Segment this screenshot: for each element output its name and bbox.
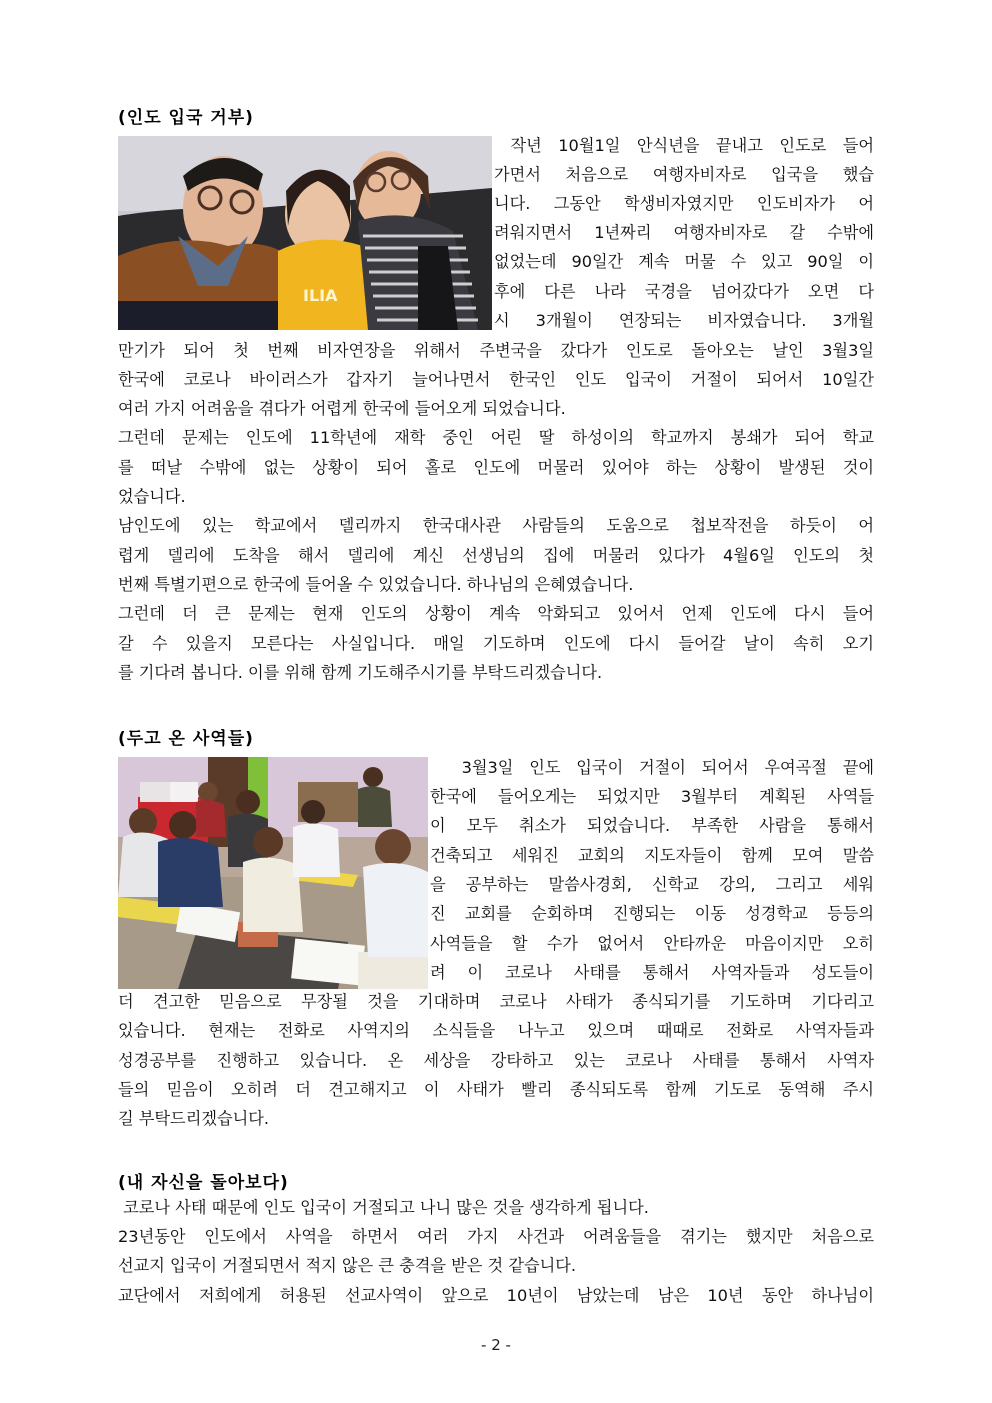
- text-line: 길 부탁드리겠습니다.: [118, 1109, 270, 1128]
- text-line: 더 견고한 믿음으로 무장될 것을 기대하며 코로나 사태가 종식되기를 기도하며 기다리고: [118, 992, 874, 1011]
- bible-study-photo-image: [118, 757, 428, 989]
- section-heading-ministries-left-behind: (두고 온 사역들): [118, 729, 254, 749]
- text-line: 들의 믿음이 오히려 더 견고해지고 이 사태가 빨리 종식되도록 함께 기도로 동역해 주시: [118, 1080, 874, 1099]
- text-line: 려워지면서 1년짜리 여행자비자로 갈 수밖에: [494, 223, 874, 242]
- text-line: 있습니다. 현재는 전화로 사역지의 소식들을 나누고 있으며 때때로 전화로 사역자들과: [118, 1021, 874, 1040]
- text-line: 선교지 입국이 거절되면서 적지 않은 큰 충격을 받은 것 같습니다.: [118, 1256, 577, 1275]
- family-photo-image: [118, 136, 492, 330]
- text-line: 를 떠날 수밖에 없는 상황이 되어 홀로 인도에 머물러 있어야 하는 상황이 발생된 것이: [118, 458, 874, 477]
- text-line: 남인도에 있는 학교에서 델리까지 한국대사관 사람들의 도움으로 첩보작전을 하듯이 어: [118, 516, 874, 535]
- text-line: 가면서 처음으로 여행자비자로 입국을 했습: [494, 165, 874, 184]
- text-line: 후에 다른 나라 국경을 넘어갔다가 오면 다: [494, 282, 874, 301]
- page-number: - 2 -: [481, 1336, 511, 1354]
- section-heading-looking-back-at-myself: (내 자신을 돌아보다): [118, 1173, 289, 1193]
- family-photo: [118, 136, 492, 330]
- text-line: 3월3일 인도 입국이 거절이 되어서 우여곡절 끝에: [430, 758, 874, 777]
- text-line: 를 기다려 봅니다. 이를 위해 함께 기도해주시기를 부탁드리겠습니다.: [118, 663, 603, 682]
- text-line: 성경공부를 진행하고 있습니다. 온 세상을 강타하고 있는 코로나 사태를 통해서 사역자: [118, 1051, 874, 1070]
- text-line: 갈 수 있을지 모른다는 사실입니다. 매일 기도하며 인도에 다시 들어갈 날이 속히 오기: [118, 634, 874, 653]
- text-line: 었습니다.: [118, 487, 186, 506]
- text-line: 한국에 코로나 바이러스가 갑자기 늘어나면서 한국인 인도 입국이 거절이 되어서 10일간: [118, 370, 874, 389]
- text-line: 교단에서 저희에게 허용된 선교사역이 앞으로 10년이 남았는데 남은 10년 동안 하나님이: [118, 1286, 874, 1305]
- text-line: 여러 가지 어려움을 겪다가 어렵게 한국에 들어오게 되었습니다.: [118, 399, 566, 418]
- text-line: 없었는데 90일간 계속 머물 수 있고 90일 이: [494, 252, 874, 271]
- text-line: 번째 특별기편으로 한국에 들어올 수 있었습니다. 하나님의 은혜였습니다.: [118, 575, 634, 594]
- text-line: 을 공부하는 말씀사경회, 신학교 강의, 그리고 세워: [430, 875, 874, 894]
- text-line: 이 모두 취소가 되었습니다. 부족한 사람을 통해서: [430, 816, 874, 835]
- text-line: 그런데 문제는 인도에 11학년에 재학 중인 어린 딸 하성이의 학교까지 봉쇄가 되어 학교: [118, 428, 874, 447]
- bible-study-photo: [118, 757, 428, 989]
- text-line: 시 3개월이 연장되는 비자였습니다. 3개월: [494, 311, 874, 330]
- svg-text:ILIA: ILIA: [303, 286, 338, 305]
- text-line: 만기가 되어 첫 번째 비자연장을 위해서 주변국을 갔다가 인도로 돌아오는 날인 3월3일: [118, 341, 874, 360]
- text-line: 한국에 들어오게는 되었지만 3월부터 계획된 사역들: [430, 787, 874, 806]
- text-line: 23년동안 인도에서 사역을 하면서 여러 가지 사건과 어려움들을 겪기는 했지만 처음으로: [118, 1227, 874, 1246]
- text-line: 건축되고 세워진 교회의 지도자들이 함께 모여 말씀: [430, 846, 874, 865]
- text-line: 진 교회를 순회하며 진행되는 이동 성경학교 등등의: [430, 904, 874, 923]
- text-line: 려 이 코로나 사태를 통해서 사역자들과 성도들이: [430, 963, 874, 982]
- text-line: 렵게 델리에 도착을 해서 델리에 계신 선생님의 집에 머물러 있다가 4월6일 인도의 첫: [118, 546, 874, 565]
- text-line: 니다. 그동안 학생비자였지만 인도비자가 어: [494, 194, 874, 213]
- section-heading-india-entry-refusal: (인도 입국 거부): [118, 108, 254, 128]
- text-line: 사역들을 할 수가 없어서 안타까운 마음이지만 오히: [430, 934, 874, 953]
- text-line: 그런데 더 큰 문제는 현재 인도의 상황이 계속 악화되고 있어서 언제 인도에 다시 들어: [118, 604, 874, 623]
- text-line: 코로나 사태 때문에 인도 입국이 거절되고 나니 많은 것을 생각하게 됩니다.: [118, 1198, 649, 1217]
- text-line: 작년 10월1일 안식년을 끝내고 인도로 들어: [494, 136, 874, 155]
